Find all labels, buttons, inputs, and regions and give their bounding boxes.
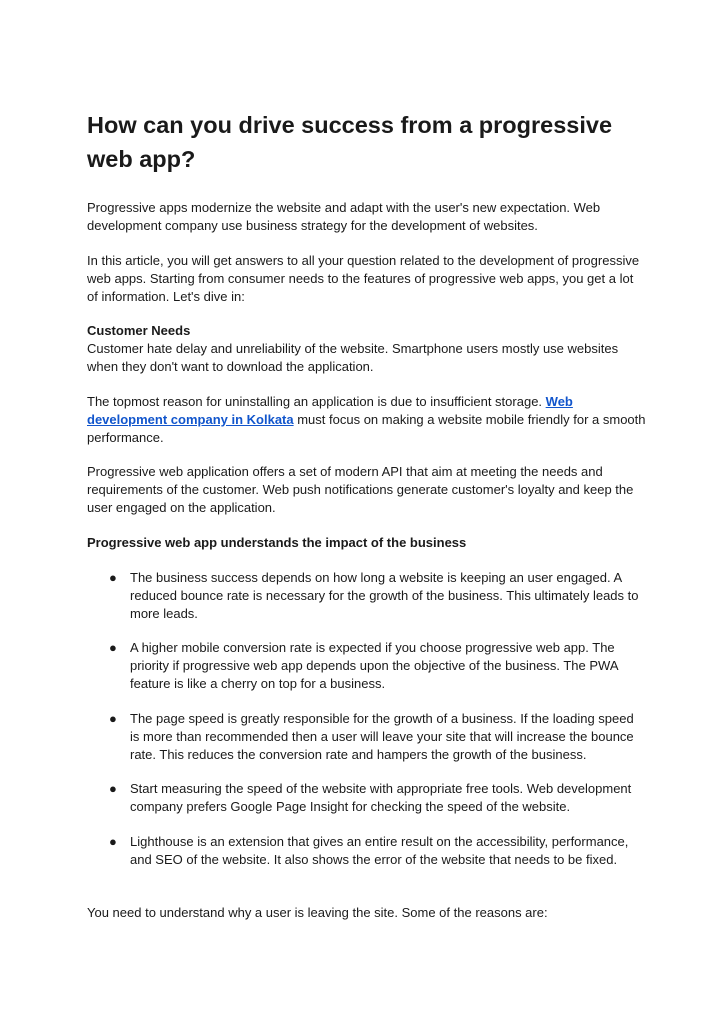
bullet-item: Start measuring the speed of the website with appropriate free tools. Web development company prefers Google Page Insight for checking the speed of the website. [130, 781, 632, 814]
storage-text-after: must focus on making a website mobile friendly for a smooth performance. [87, 411, 646, 445]
bullet-marker: ● [109, 640, 117, 655]
bullet-marker: ● [109, 711, 117, 726]
bullet-marker: ● [109, 834, 117, 849]
api-paragraph: Progressive web application offers a set of modern API that aim at meeting the needs and requirements of the customer. Web push notifications generate customer's loyalty and keep the user engaged on the application. [87, 464, 634, 515]
bullet-marker: ● [109, 781, 117, 796]
closing-paragraph: You need to understand why a user is leaving the site. Some of the reasons are: [87, 905, 548, 920]
bullet-item: A higher mobile conversion rate is expected if you choose progressive web app. The priority if progressive web app depends upon the objective of the business. The PWA feature is like a cherry on top for a business. [130, 640, 618, 691]
bullet-item: Lighthouse is an extension that gives an entire result on the accessibility, performance, and SEO of the website. It also shows the error of the website that needs to be fixed. [130, 834, 629, 867]
storage-paragraph [87, 393, 647, 446]
customer-needs-paragraph: Customer hate delay and unreliability of the website. Smartphone users mostly use websites when they don't want to download the application. [87, 341, 619, 374]
article-overview-paragraph: In this article, you will get answers to all your question related to the development of progressive web apps. Starting from consumer needs to the features of progressive web apps, you get a lot of information. Let's dive in: [87, 253, 640, 304]
bullet-marker: ● [109, 570, 117, 585]
web-development-company-link[interactable]: Web development company in Kolkata [87, 394, 573, 427]
impact-heading: Progressive web app understands the impact of the business [87, 535, 467, 550]
bullet-item: The page speed is greatly responsible for the growth of a business. If the loading speed is more than recommended then a user will leave your site that will increase the bounce rate. This reduces the conversion rate and hampers the growth of the business. [130, 711, 634, 762]
storage-text-before: The topmost reason for uninstalling an application is due to insufficient storage. [87, 394, 546, 409]
bullet-item: The business success depends on how long a website is keeping an user engaged. A reduced bounce rate is necessary for the growth of the business. This ultimately leads to more leads. [130, 570, 639, 621]
intro-paragraph: Progressive apps modernize the website and adapt with the user's new expectation. Web development company use business strategy for the development of websites. [87, 200, 601, 233]
customer-needs-heading: Customer Needs [87, 323, 191, 338]
page-title: How can you drive success from a progressive web app? [87, 112, 613, 172]
